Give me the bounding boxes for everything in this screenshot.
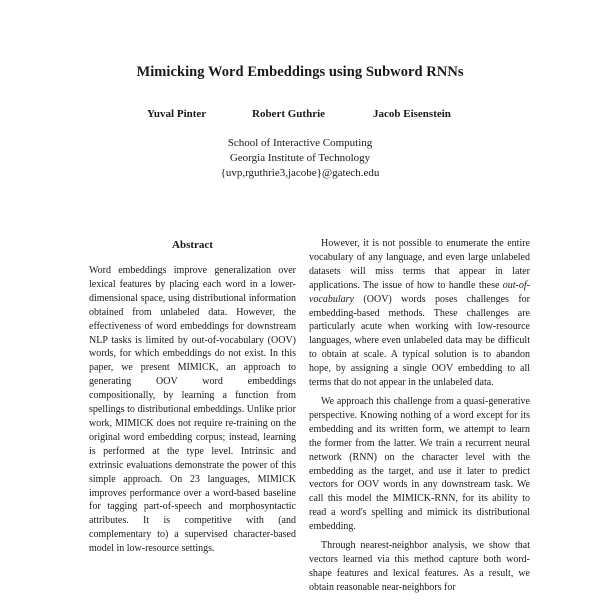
abstract-heading: Abstract — [172, 239, 213, 251]
intro-paragraph — [309, 237, 530, 390]
abstract-text: , an approach to generating OOV word embeddings compositionally, by learning a function from spellings to distributional embeddings. Unlike prior work, — [89, 362, 296, 429]
intro-text: (OOV) words poses challenges for embedding-based methods. These challenges are particularly acute when working with low-resource languages, where even unlabeled data may be difficult to obtain at scale. A typical solution is to abandon hope, by assigning a single OOV embedding to all terms that do not appear in the unlabeled data. — [309, 293, 530, 389]
affiliation-block — [0, 136, 600, 181]
intro-text: Through nearest-neighbor analysis, we show that vectors learned via this method capture both word-shape features and lexical features. As a result, we obtain reasonable near-neighbors for — [309, 540, 530, 593]
model-name: MIMICK-RNN — [392, 493, 456, 505]
abstract-body — [89, 264, 296, 556]
author-name: Robert Guthrie — [252, 108, 326, 120]
model-name: MIMICK — [115, 417, 154, 429]
author-name: Jacob Eisenstein — [373, 108, 451, 120]
affiliation-line: Georgia Institute of Technology — [229, 152, 371, 164]
intro-paragraph — [309, 539, 530, 595]
email-line: {uvp,rguthrie3,jacobe}@gatech.edu — [220, 167, 380, 179]
paper-title: Mimicking Word Embeddings using Subword RNNs — [136, 64, 464, 80]
author-name: Yuval Pinter — [147, 108, 207, 120]
model-name: MIMICK — [177, 362, 216, 374]
intro-text: However, it is not possible to enumerate the entire vocabulary of any language, and even large unlabeled datasets will miss terms that appear in later applications. The issue of how to handle these — [309, 238, 530, 291]
abstract-text: does not require re-training on the original word embedding corpus; instead, learning is performed at the type level. Intrinsic and extrinsic evaluations demonstrate the power of this simple approach. On 23 languages, — [89, 417, 297, 485]
intro-text: We approach this challenge from a quasi-generative perspective. Knowing nothing of a word except for its embedding and its written form, we attempt to learn the former from the latter. We train a recurrent neural network (RNN) on the character level with the embedding as the target, and use it later to predict vectors for OOV words in any downstream task. We call this model the — [309, 395, 530, 505]
intro-paragraph — [309, 395, 530, 534]
emphasis-term: out-of-vocabulary — [309, 279, 530, 305]
abstract-paragraph — [89, 264, 296, 556]
abstract-text: improves performance over a word-based baseline for tagging part-of-speech and morphosyntactic attributes. It is competitive with (and complementary to) a supervised character-based model in low-resource settings. — [89, 487, 296, 555]
affiliation-line: School of Interactive Computing — [227, 137, 373, 149]
author-list — [0, 108, 600, 124]
intro-text: , for its ability to read a word's spelling and mimick its distributional embedding. — [309, 493, 530, 533]
intro-column — [309, 237, 530, 600]
model-name: MIMICK — [257, 473, 296, 485]
abstract-text: Word embeddings improve generalization over lexical features by placing each word in a lower-dimensional space, using distributional information obtained from unlabeled data. However, the effectiveness of word embeddings for downstream NLP tasks is limited by out-of-vocabulary (OOV) words, for which embeddings do not exist. In this paper, we present — [89, 265, 296, 374]
